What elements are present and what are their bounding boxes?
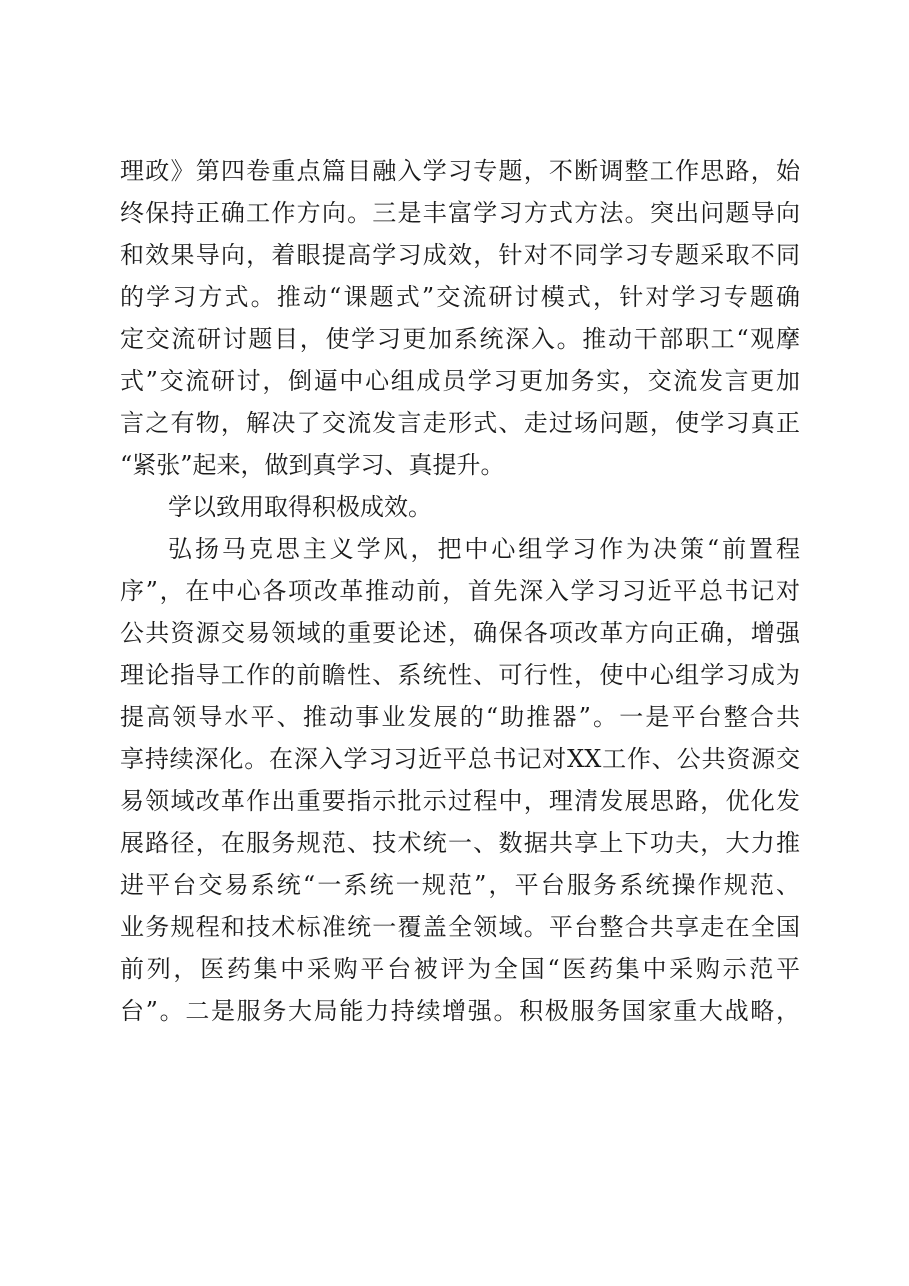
text-line: 展路径，在服务规范、技术统一、数据共享上下功夫，大力推 <box>120 829 800 857</box>
text-line: 业务规程和技术标准统一覆盖全领域。平台整合共享走在全国 <box>120 913 800 941</box>
text-line: 提高领导水平、推动事业发展的“助推器”。一是平台整合共 <box>120 703 800 731</box>
text-line: 终保持正确工作方向。三是丰富学习方式方法。突出问题导向 <box>120 199 800 227</box>
text-line: 台”。二是服务大局能力持续增强。积极服务国家重大战略， <box>120 997 800 1025</box>
section-heading: 学以致用取得积极成效。 <box>168 493 432 521</box>
text-line: 享持续深化。在深入学习习近平总书记对XX工作、公共资源交 <box>120 745 800 773</box>
text-line: 式”交流研讨，倒逼中心组成员学习更加务实，交流发言更加 <box>120 367 800 395</box>
text-line: 理政》第四卷重点篇目融入学习专题，不断调整工作思路，始 <box>120 157 800 185</box>
text-line: 前列，医药集中采购平台被评为全国“医药集中采购示范平 <box>120 955 800 983</box>
document-body <box>120 150 800 1032</box>
paragraph-2 <box>120 486 800 528</box>
paragraph-3 <box>120 528 800 1032</box>
text-line: 定交流研讨题目，使学习更加系统深入。推动干部职工“观摩 <box>120 325 800 353</box>
text-line: 和效果导向，着眼提高学习成效，针对不同学习专题采取不同 <box>120 241 800 269</box>
text-line: 理论指导工作的前瞻性、系统性、可行性，使中心组学习成为 <box>120 661 800 689</box>
text-line: “紧张”起来，做到真学习、真提升。 <box>120 451 505 479</box>
text-line: 易领域改革作出重要指示批示过程中，理清发展思路，优化发 <box>120 787 800 815</box>
text-line: 进平台交易系统“一系统一规范”，平台服务系统操作规范、 <box>120 871 800 899</box>
text-line: 言之有物，解决了交流发言走形式、走过场问题，使学习真正 <box>120 409 800 437</box>
text-line: 序”，在中心各项改革推动前，首先深入学习习近平总书记对 <box>120 577 800 605</box>
text-line: 公共资源交易领域的重要论述，确保各项改革方向正确，增强 <box>120 619 800 647</box>
paragraph-1 <box>120 150 800 486</box>
text-line: 弘扬马克思主义学风，把中心组学习作为决策“前置程 <box>168 535 800 563</box>
text-line: 的学习方式。推动“课题式”交流研讨模式，针对学习专题确 <box>120 283 800 311</box>
